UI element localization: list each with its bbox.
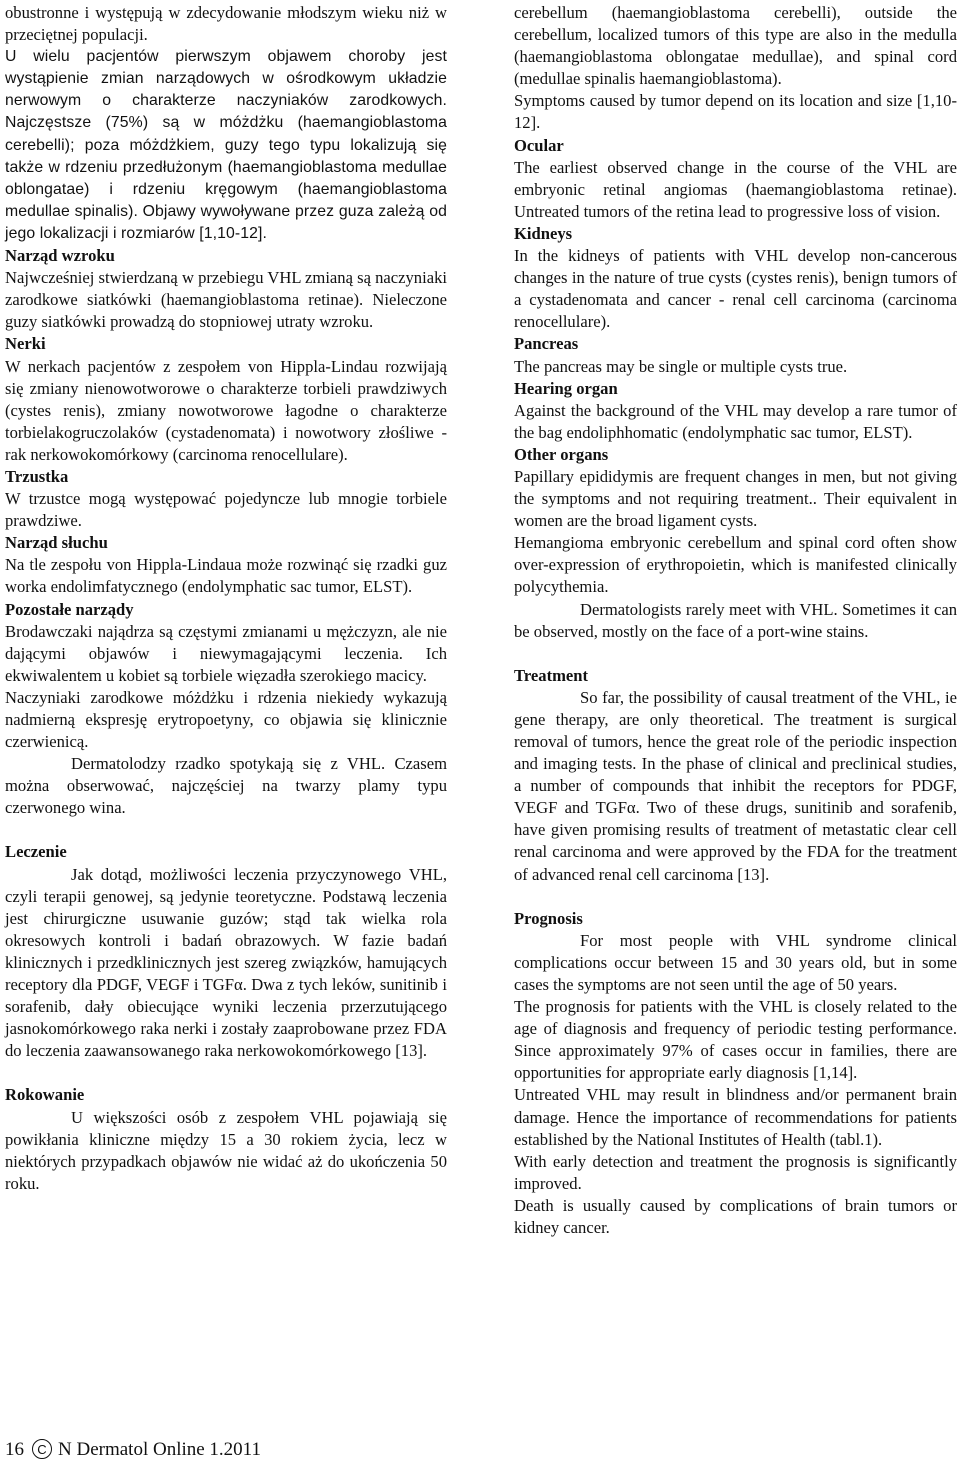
section-heading-treatment: Leczenie	[5, 842, 67, 862]
paragraph-treatment: Jak dotąd, możliwości leczenia przyczynowego VHL, czyli terapii genowej, są jedynie teoretyczne. Podstawą leczenia jest chirurgiczne usuwanie guzów; stąd tak wielka rola okresowych kontroli i badań obrazowych. W fazie badań klinicznych i przedklinicznych jest szereg związków, hamujących receptory dla PDGF, VEGF i TGFα. Dwa z tych leków, sunitinib i sorafenib, dały obiecujące wyniki leczenia przerzutującego jasnokomórkowego raka nerki i zostały zaaprobowane przez FDA do leczenia zaawansowanego raka nerkowokomórkowego [13].	[5, 864, 447, 1061]
paragraph-other-organs-1: Brodawczaki najądrza są częstymi zmianami u mężczyzn, ale nie dającymi objawów i niewymagającymi leczenia. Ich ekwiwalentem u kobiet są torbiele więzadła szerokiego macicy.	[5, 621, 447, 685]
paragraph-intro: Symptoms caused by tumor depend on its location and size [1,10-12].	[514, 91, 957, 133]
paragraph-eye: Najwcześniej stwierdzaną w przebiegu VHL zmianą są naczyniaki zarodkowe siatkówki (haemangioblastoma retinae). Nieleczone guzy siatkówki prowadzą do stopniowej utraty wzroku.	[5, 268, 447, 332]
paragraph-intro-continuation: obustronne i występują w zdecydowanie młodszym wieku niż w przeciętnej populacji.	[5, 3, 447, 45]
paragraph-other-organs-1: Papillary epididymis are frequent changes in men, but not giving the symptoms and not requiring treatment.. Their equivalent in women are the broad ligament cysts.	[514, 466, 957, 531]
page-number: 16	[5, 1439, 24, 1460]
section-heading-hearing: Narząd słuchu	[5, 533, 108, 553]
paragraph-hearing: Against the background of the VHL may develop a rare tumor of the bag endoliphhomatic (endolymphatic sac tumor, ELST).	[514, 400, 957, 442]
copyright-icon: C	[32, 1439, 52, 1459]
section-heading-pancreas: Trzustka	[5, 466, 69, 486]
section-heading-prognosis: Prognosis	[514, 908, 583, 928]
paragraph-treatment: So far, the possibility of causal treatment of the VHL, ie gene therapy, are only theoretical. The treatment is surgical removal of tumors, hence the great role of the periodic inspection and imaging tests. In the phase of clinical and preclinical studies, a number of compounds that inhibit the receptors for PDGF, VEGF and TGFα. Two of these drugs, sunitinib and sorafenib, have given promising results of treatment of metastatic clear cell renal carcinoma and were approved by the FDA for the treatment of advanced renal cell carcinoma [13].	[514, 687, 957, 884]
paragraph-ocular: The earliest observed change in the course of the VHL are embryonic retinal angiomas (haemangioblastoma retinae). Untreated tumors of the retina lead to progressive loss of vision.	[514, 157, 957, 221]
paragraph-kidneys: W nerkach pacjentów z zespołem von Hippla-Lindau rozwijają się zmiany nienowotworowe o charakterze torbieli prawdziwych (cystes renis), zmiany nowotworowe łagodne o charakterze torbielakogruczolaków (cystadenomata) i nowotwory złośliwe - rak nerkowokomórkowy (carcinoma renocellulare).	[5, 356, 447, 464]
section-heading-kidneys: Kidneys	[514, 223, 573, 243]
section-spacer	[5, 819, 447, 841]
section-heading-treatment: Treatment	[514, 665, 589, 685]
section-heading-prognosis: Rokowanie	[5, 1085, 85, 1105]
paragraph-kidneys: In the kidneys of patients with VHL develop non-cancerous changes in the nature of true cysts (cystes renis), benign tumors of a cystadenomata and cancer - renal cell carcinoma (carcinoma renocellulare).	[514, 246, 957, 332]
paragraph-other-organs-2: Hemangioma embryonic cerebellum and spinal cord often show over-expression of erythropoietin, which is manifested clinically polycythemia.	[514, 533, 957, 597]
paragraph-intro: U wielu pacjentów pierwszym objawem choroby jest wystąpienie zmian narządowych w ośrodkowym układzie nerwowym o charakterze naczyniaków zarodkowych. Najczęstsze (75%) są w móżdżku (haemangioblastoma cerebelli); poza móżdżkiem, guzy tego typu lokalizują się także w rdzeniu przedłużonym (haemangioblastoma medullae oblongatae) i rdzeniu kręgowym (haemangioblastoma medullae spinalis). Objawy wywoływane przez guza zależą od jego lokalizacji i rozmiarów [1,10-12].	[5, 48, 447, 242]
paragraph-prognosis-5: Death is usually caused by complications of brain tumors or kidney cancer.	[514, 1195, 957, 1237]
section-heading-other-organs: Pozostałe narządy	[5, 599, 134, 619]
section-heading-hearing: Hearing organ	[514, 378, 618, 398]
paragraph-prognosis-4: With early detection and treatment the prognosis is significantly improved.	[514, 1151, 957, 1193]
section-heading-ocular: Ocular	[514, 135, 564, 155]
paragraph-prognosis-2: The prognosis for patients with the VHL is closely related to the age of diagnosis and frequency of periodic testing performance. Since approximately 97% of cases occur in families, there are opportunities for appropriate early diagnosis [1,14].	[514, 997, 957, 1083]
section-heading-kidneys: Nerki	[5, 334, 46, 354]
paragraph-other-organs-2: Naczyniaki zarodkowe móżdżku i rdzenia niekiedy wykazują nadmierną ekspresję erytropoetyny, co objawia się klinicznie czerwienicą.	[5, 687, 447, 752]
paragraph-prognosis: U większości osób z zespołem VHL pojawiają się powikłania kliniczne między 15 a 30 rokiem życia, lecz w niektórych przypadkach objawów nie widać aż do ukończenia 50 roku.	[5, 1107, 447, 1193]
paragraph-prognosis-3: Untreated VHL may result in blindness and/or permanent brain damage. Hence the importance of recommendations for patients established by the National Institutes of Health (tabl.1).	[514, 1085, 957, 1149]
section-heading-eye: Narząd wzroku	[5, 246, 115, 266]
section-spacer	[5, 1062, 447, 1084]
section-heading-other-organs: Other organs	[514, 444, 609, 464]
paragraph-pancreas: The pancreas may be single or multiple cysts true.	[514, 356, 848, 376]
journal-citation: N Dermatol Online 1.2011	[58, 1439, 261, 1460]
paragraph-other-organs-3: Dermatologists rarely meet with VHL. Sometimes it can be observed, mostly on the face of a port-wine stains.	[514, 599, 957, 641]
paragraph-other-organs-3: Dermatolodzy rzadko spotykają się z VHL. Czasem można obserwować, najczęściej na twarzy plamy typu czerwonego wina.	[5, 754, 447, 818]
section-heading-pancreas: Pancreas	[514, 334, 579, 354]
right-column-english	[514, 2, 957, 1239]
section-spacer	[514, 886, 957, 908]
page-footer	[5, 1438, 261, 1462]
paragraph-pancreas: W trzustce mogą występować pojedyncze lub mnogie torbiele prawdziwe.	[5, 489, 447, 531]
section-spacer	[514, 643, 957, 665]
paragraph-intro-continuation: cerebellum (haemangioblastoma cerebelli), outside the cerebellum, localized tumors of this type are also in the medulla (haemangioblastoma oblongatae medullae), and spinal cord (medullae spinalis haemangioblastoma).	[514, 3, 957, 89]
paragraph-prognosis-1: For most people with VHL syndrome clinical complications occur between 15 and 30 years old, but in some cases the symptoms are not seen until the age of 50 years.	[514, 930, 957, 994]
paragraph-hearing: Na tle zespołu von Hippla-Lindaua może rozwinąć się rzadki guz worka endolimfatycznego (endolymphatic sac tumor, ELST).	[5, 555, 447, 597]
left-column-polish	[5, 2, 447, 1195]
